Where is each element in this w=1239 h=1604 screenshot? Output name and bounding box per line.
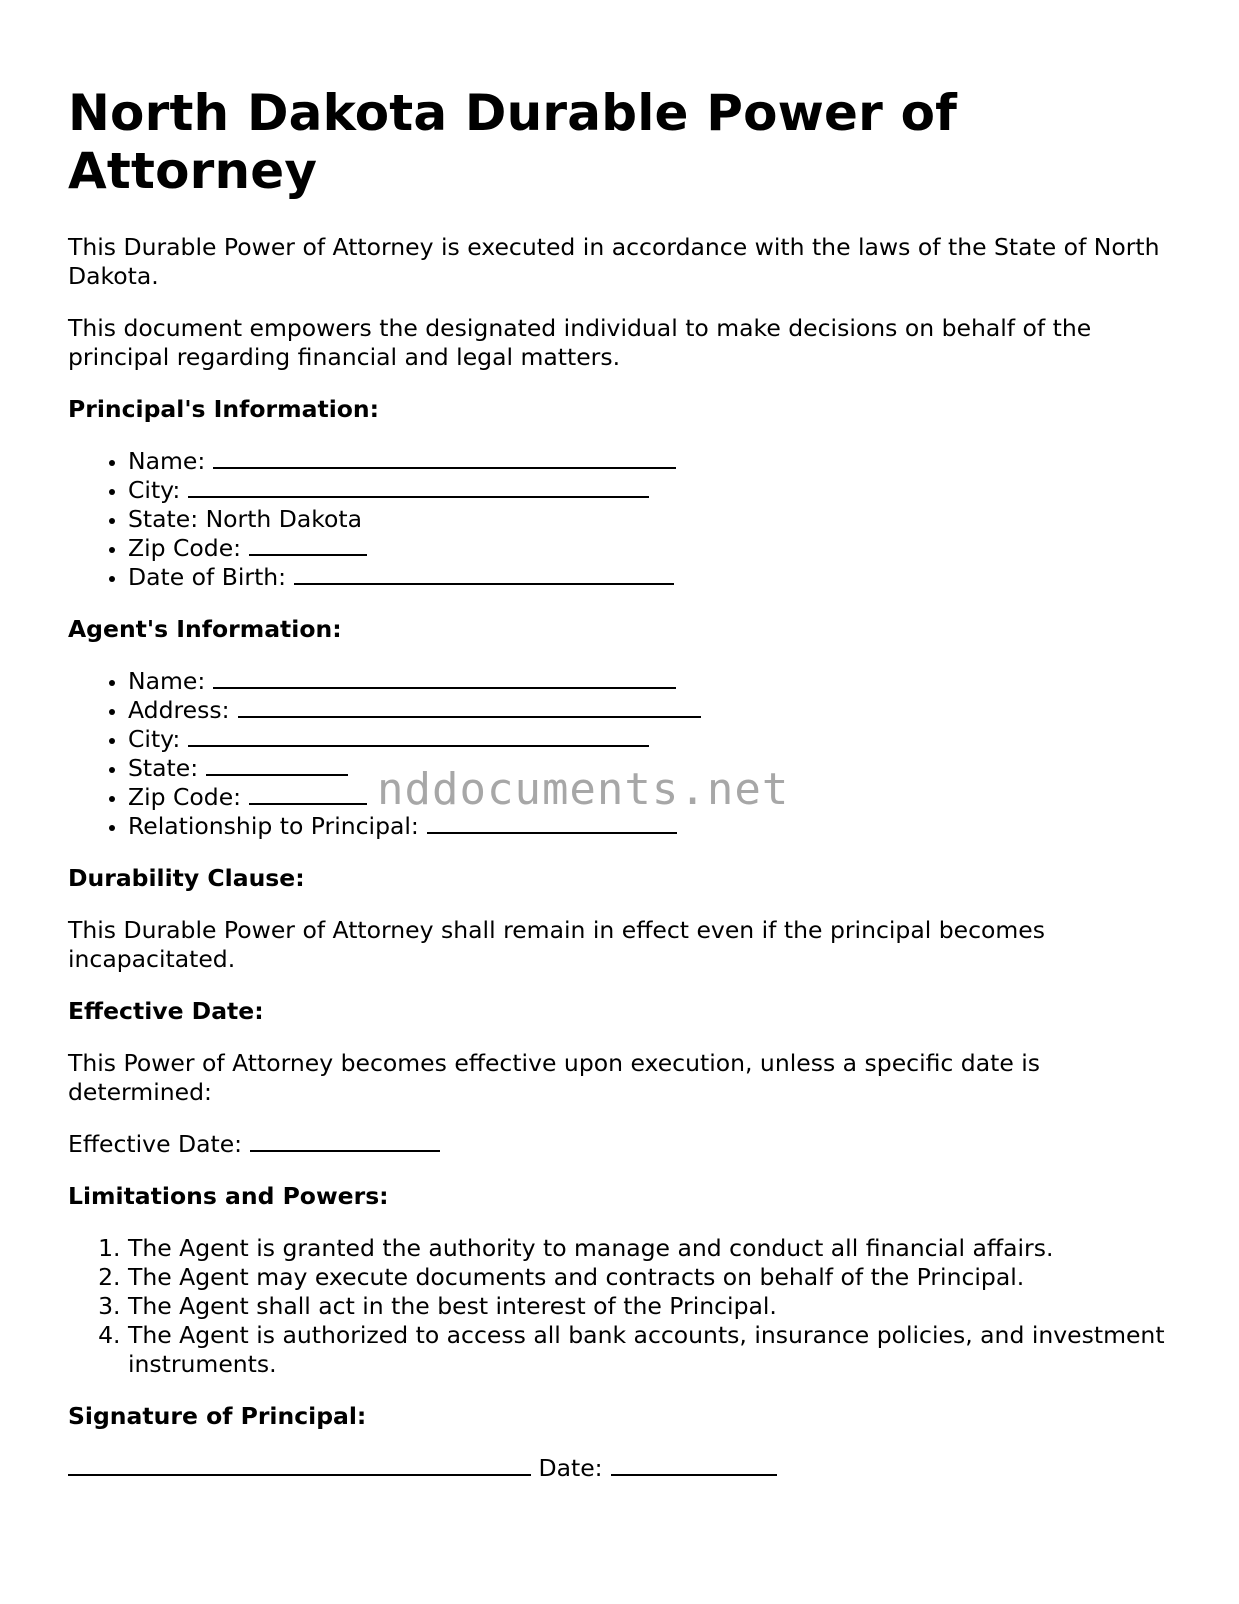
intro-paragraph-2: This document empowers the designated individual to make decisions on behalf of the principal regarding financial and legal matters. (68, 314, 1092, 371)
agent-address-label: Address: (128, 696, 230, 724)
signature-line (68, 1454, 1178, 1483)
signature-date-field[interactable] (611, 1455, 777, 1476)
effective-heading: Effective Date: (68, 997, 264, 1025)
signature-field[interactable] (68, 1455, 531, 1476)
limitation-item: 3. The Agent shall act in the best interest of the Principal. (128, 1292, 1178, 1321)
principal-zip-field[interactable] (249, 535, 367, 556)
principal-name-field[interactable] (213, 448, 676, 469)
limitation-item: 4. The Agent is authorized to access all bank accounts, insurance policies, and investment instruments. (128, 1321, 1178, 1379)
agent-zip-field[interactable] (249, 784, 367, 805)
agent-relationship-label: Relationship to Principal: (128, 812, 419, 840)
limitation-item: 1. The Agent is granted the authority to manage and conduct all financial affairs. (128, 1234, 1178, 1263)
limitations-list (68, 1234, 1178, 1379)
principal-dob-item (128, 563, 1178, 592)
effective-date-line (68, 1130, 1178, 1159)
limitations-heading: Limitations and Powers: (68, 1182, 389, 1210)
principal-dob-field[interactable] (294, 564, 674, 585)
document-title: North Dakota Durable Power of Attorney (68, 84, 958, 200)
durability-text: This Durable Power of Attorney shall remain in effect even if the principal becomes incapacitated. (68, 916, 1045, 973)
principal-name-label: Name: (128, 447, 206, 475)
watermark: nddocuments.net (377, 764, 790, 815)
principal-city-item (128, 476, 1178, 505)
principal-zip-item (128, 534, 1178, 563)
agent-relationship-item (128, 812, 1178, 841)
effective-date-field[interactable] (250, 1131, 440, 1152)
agent-state-label: State: (128, 754, 199, 782)
agent-name-field[interactable] (213, 668, 676, 689)
durability-heading: Durability Clause: (68, 864, 305, 892)
agent-city-item (128, 725, 1178, 754)
signature-date-label: Date: (538, 1454, 603, 1482)
agent-address-item (128, 696, 1178, 725)
signature-heading: Signature of Principal: (68, 1402, 367, 1430)
principal-state-label: State: North Dakota (128, 505, 363, 533)
agent-city-label: City: (128, 725, 181, 753)
effective-date-label: Effective Date: (68, 1130, 243, 1158)
agent-name-item (128, 667, 1178, 696)
principal-city-label: City: (128, 476, 181, 504)
agent-address-field[interactable] (238, 697, 701, 718)
intro-paragraph-1: This Durable Power of Attorney is executed in accordance with the laws of the State of North Dakota. (68, 233, 1160, 290)
principal-info-list (68, 447, 1178, 592)
agent-state-field[interactable] (206, 755, 348, 776)
effective-text: This Power of Attorney becomes effective upon execution, unless a specific date is determined: (68, 1049, 1041, 1106)
principal-city-field[interactable] (188, 477, 649, 498)
principal-dob-label: Date of Birth: (128, 563, 287, 591)
principal-state-item (128, 505, 1178, 534)
agent-name-label: Name: (128, 667, 206, 695)
agent-zip-label: Zip Code: (128, 783, 242, 811)
principal-heading: Principal's Information: (68, 395, 380, 423)
agent-city-field[interactable] (188, 726, 649, 747)
principal-zip-label: Zip Code: (128, 534, 242, 562)
limitation-item: 2. The Agent may execute documents and contracts on behalf of the Principal. (128, 1263, 1178, 1292)
principal-name-item (128, 447, 1178, 476)
agent-relationship-field[interactable] (427, 813, 677, 834)
agent-heading: Agent's Information: (68, 615, 342, 643)
